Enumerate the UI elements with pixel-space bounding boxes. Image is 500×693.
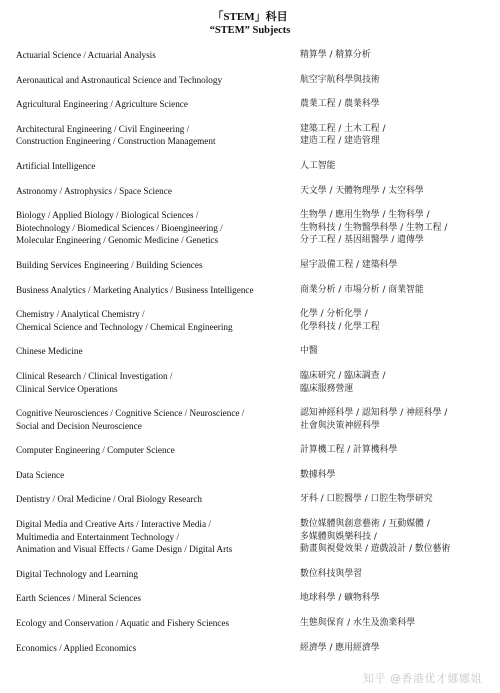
subject-english-line: Business Analytics / Marketing Analytics / Business Intelligence: [16, 284, 254, 295]
subject-chinese: [300, 493, 486, 506]
subject-chinese-line: 建築工程 / 土木工程 /: [300, 123, 386, 134]
subject-chinese-line: 農業工程 / 農業科學: [300, 99, 380, 110]
subject-english: [16, 592, 300, 605]
subject-chinese-line: 化學 / 分析化學 /: [300, 309, 368, 320]
subject-chinese: [300, 345, 486, 358]
subject-english: [16, 518, 300, 556]
subject-english-line: Aeronautical and Astronautical Science and Technology: [16, 74, 223, 85]
subject-chinese-line: 數據科學: [300, 469, 336, 480]
subject-chinese-line: 天文學 / 天體物理學 / 太空科學: [300, 185, 424, 196]
subject-chinese: [300, 642, 486, 655]
subject-english-line: Architectural Engineering / Civil Engineering /: [16, 123, 190, 134]
subject-english-line: Artificial Intelligence: [16, 160, 96, 171]
subject-chinese: [300, 370, 486, 395]
subject-row: [16, 123, 486, 148]
subject-row: [16, 49, 486, 62]
subject-english-line: Earth Sciences / Mineral Sciences: [16, 593, 142, 604]
subject-chinese-line: 牙科 / 口腔醫學 / 口腔生物學研究: [300, 494, 433, 505]
subject-chinese-line: 臨床服務營運: [300, 383, 354, 394]
subject-chinese-line: 認知神經科學 / 認知科學 / 神經科學 /: [300, 408, 448, 419]
subject-english: [16, 259, 300, 272]
subject-chinese: [300, 469, 486, 482]
subject-english-line: Chemical Science and Technology / Chemical Engineering: [16, 321, 233, 332]
subject-english-line: Agricultural Engineering / Agriculture Science: [16, 99, 188, 110]
subject-row: [16, 259, 486, 272]
subject-chinese-line: 生物科技 / 生物醫學科學 / 生物工程 /: [300, 222, 448, 233]
subject-row: [16, 469, 486, 482]
subject-chinese-line: 化學科技 / 化學工程: [300, 321, 380, 332]
subject-chinese: [300, 284, 486, 297]
subject-english: [16, 469, 300, 482]
subject-english-line: Building Services Engineering / Building Sciences: [16, 259, 203, 270]
subject-english-line: Ecology and Conservation / Aquatic and Fishery Sciences: [16, 618, 230, 629]
watermark: 知乎 @香港优才娜娜姐: [363, 672, 482, 685]
subject-row: [16, 98, 486, 111]
subject-chinese-line: 屋宇設備工程 / 建築科學: [300, 259, 398, 270]
subject-chinese-line: 數位媒體與創意藝術 / 互動媒體 /: [300, 519, 430, 530]
subject-chinese-line: 地球科學 / 礦物科學: [300, 593, 380, 604]
subject-english-line: Economics / Applied Economics: [16, 642, 137, 653]
subject-chinese: [300, 518, 486, 556]
subject-chinese: [300, 160, 486, 173]
subject-english: [16, 617, 300, 630]
subject-chinese-line: 計算機工程 / 計算機科學: [300, 445, 398, 456]
subject-chinese: [300, 259, 486, 272]
subject-chinese: [300, 74, 486, 87]
subject-english-line: Cognitive Neurosciences / Cognitive Science / Neuroscience /: [16, 408, 245, 419]
subject-row: [16, 407, 486, 432]
subject-row: [16, 444, 486, 457]
subject-chinese-line: 數位科技與學習: [300, 568, 363, 579]
subject-chinese-line: 多媒體與娛樂科技 /: [300, 531, 377, 542]
subject-chinese: [300, 407, 486, 432]
subject-chinese-line: 人工智能: [300, 160, 336, 171]
subject-row: [16, 74, 486, 87]
subject-row: [16, 284, 486, 297]
subject-english: [16, 642, 300, 655]
subject-english-line: Molecular Engineering / Genomic Medicine / Genetics: [16, 235, 219, 246]
subject-row: [16, 592, 486, 605]
subject-english-line: Clinical Research / Clinical Investigation /: [16, 370, 173, 381]
subject-english-line: Dentistry / Oral Medicine / Oral Biology Research: [16, 494, 202, 505]
subject-row: [16, 185, 486, 198]
subject-english-line: Data Science: [16, 469, 65, 480]
subject-english-line: Chinese Medicine: [16, 346, 83, 357]
subject-row: [16, 493, 486, 506]
subject-chinese-line: 精算學 / 精算分析: [300, 50, 371, 60]
subject-chinese-line: 生物學 / 應用生物學 / 生物科學 /: [300, 210, 430, 221]
subject-english: [16, 345, 300, 358]
subject-english: [16, 74, 300, 87]
subject-chinese-line: 動畫與視覺效果 / 遊戲設計 / 數位藝術: [300, 544, 451, 555]
subject-english: [16, 407, 300, 432]
subject-chinese: [300, 444, 486, 457]
subject-english-line: Actuarial Science / Actuarial Analysis: [16, 50, 156, 60]
subject-chinese: [300, 185, 486, 198]
subject-chinese: [300, 123, 486, 148]
subject-english-line: Animation and Visual Effects / Game Design / Digital Arts: [16, 544, 233, 555]
page-subtitle: “STEM” Subjects: [209, 25, 291, 36]
subject-row: [16, 518, 486, 556]
subject-chinese-line: 航空宇航科學與技術: [300, 74, 380, 85]
subject-english-line: Computer Engineering / Computer Science: [16, 445, 175, 456]
page-title: 「STEM」科目: [212, 11, 288, 23]
subject-english: [16, 308, 300, 333]
subject-english-line: Social and Decision Neuroscience: [16, 420, 142, 431]
subject-row: [16, 642, 486, 655]
title-block: [0, 0, 500, 37]
subject-english: [16, 370, 300, 395]
subject-row: [16, 209, 486, 247]
subject-english: [16, 185, 300, 198]
subject-english: [16, 444, 300, 457]
subject-english-line: Clinical Service Operations: [16, 383, 118, 394]
subject-chinese-line: 社會與決策神經科學: [300, 420, 380, 431]
subject-chinese-line: 生態與保育 / 水生及漁業科學: [300, 618, 416, 629]
subject-chinese: [300, 592, 486, 605]
subject-english: [16, 98, 300, 111]
subject-english-line: Biology / Applied Biology / Biological Sciences /: [16, 210, 199, 221]
subject-english-line: Digital Technology and Learning: [16, 568, 138, 579]
subject-chinese: [300, 568, 486, 581]
subject-english: [16, 160, 300, 173]
subject-chinese-line: 分子工程 / 基因組醫學 / 遺傳學: [300, 235, 424, 246]
subject-chinese: [300, 308, 486, 333]
subject-chinese-line: 經濟學 / 應用經濟學: [300, 642, 380, 653]
subject-chinese-line: 臨床研究 / 臨床調查 /: [300, 370, 386, 381]
subject-english-line: Biotechnology / Biomedical Sciences / Bioengineering /: [16, 222, 223, 233]
subject-english-line: Chemistry / Analytical Chemistry /: [16, 309, 145, 320]
subject-english-line: Construction Engineering / Construction Management: [16, 136, 216, 147]
subject-row: [16, 160, 486, 173]
subject-english-line: Astronomy / Astrophysics / Space Science: [16, 185, 172, 196]
subject-english: [16, 209, 300, 247]
subject-english: [16, 284, 300, 297]
subject-row: [16, 308, 486, 333]
subject-chinese: [300, 98, 486, 111]
subject-english: [16, 493, 300, 506]
subject-chinese-line: 商業分析 / 市場分析 / 商業智能: [300, 284, 424, 295]
subject-row: [16, 345, 486, 358]
subject-row: [16, 568, 486, 581]
subject-english-line: Digital Media and Creative Arts / Interactive Media /: [16, 519, 211, 530]
subject-row: [16, 370, 486, 395]
subject-english: [16, 123, 300, 148]
subject-list: [16, 49, 486, 666]
subject-english: [16, 568, 300, 581]
subject-chinese: [300, 617, 486, 630]
subject-chinese-line: 建造工程 / 建造管理: [300, 136, 380, 147]
subject-english-line: Multimedia and Entertainment Technology /: [16, 531, 179, 542]
subject-english: [16, 49, 300, 62]
subject-chinese: [300, 209, 486, 247]
subject-chinese: [300, 49, 486, 62]
subject-row: [16, 617, 486, 630]
subject-chinese-line: 中醫: [300, 346, 318, 357]
